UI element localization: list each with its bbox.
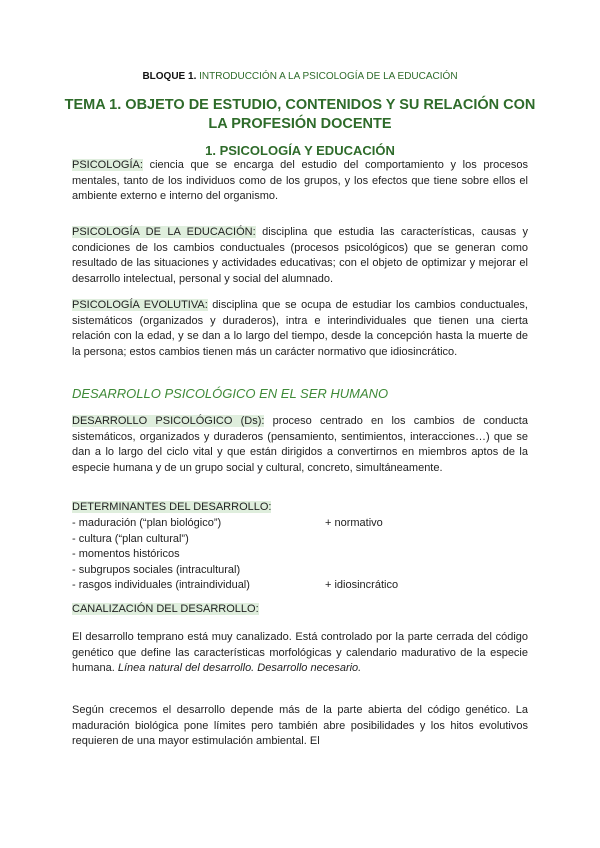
canalizacion-p2-text: Según crecemos el desarrollo depende más de la parte abierta del código genético. La maduración biológica pone límites pero también abre posibilidades y los hitos evolutivos requieren de una mayor estimulación ambiental. El bbox=[72, 704, 528, 747]
term-psicologia-educacion: PSICOLOGÍA DE LA EDUCACIÓN: bbox=[72, 226, 256, 238]
bloque-number: BLOQUE 1. bbox=[142, 71, 197, 82]
list-item bbox=[72, 532, 532, 548]
def-psicologia-evolutiva bbox=[72, 298, 528, 360]
def-desarrollo-psicologico-text: proceso centrado en los cambios de conducta sistemáticos, organizados y duraderos (pensamiento, sentimientos, interacciones…) que se dan a lo largo del ciclo vital y que están dirigidos a convertirnos en miembros aptos de la especie humana y de un grupo social y cultural, concreto, simultáneamente. bbox=[72, 415, 528, 474]
canalizacion-title: CANALIZACIÓN DEL DESARROLLO: bbox=[72, 603, 259, 615]
list-item-label: - cultura (“plan cultural”) bbox=[72, 532, 189, 545]
determinantes-title-wrap bbox=[72, 500, 271, 516]
bloque-title: INTRODUCCIÓN A LA PSICOLOGÍA DE LA EDUCACIÓN bbox=[196, 71, 458, 82]
term-psicologia-evolutiva: PSICOLOGÍA EVOLUTIVA: bbox=[72, 299, 208, 311]
canalizacion-p1-text: El desarrollo temprano está muy canalizado. Está controlado por la parte cerrada del código genético que define las características morfológicas y calendario madurativo de la especie humana. bbox=[72, 631, 528, 674]
tema-title: TEMA 1. OBJETO DE ESTUDIO, CONTENIDOS Y SU RELACIÓN CON LA PROFESIÓN DOCENTE bbox=[64, 97, 536, 132]
canalizacion-p1-italic: Línea natural del desarrollo. Desarrollo necesario. bbox=[117, 662, 362, 674]
subheading-desarrollo: DESARROLLO PSICOLÓGICO EN EL SER HUMANO bbox=[72, 386, 389, 401]
section-title: 1. PSICOLOGÍA Y EDUCACIÓN bbox=[205, 143, 395, 158]
def-psicologia-educacion-text: disciplina que estudia las características, causas y condiciones de los cambios conductuales (procesos psicológicos) que se generan como resultado de las situaciones y actividades educativas; con el objeto de optimizar y mejorar el desarrollo intelectual, personal y social del alumnado. bbox=[72, 226, 528, 285]
list-item bbox=[72, 563, 532, 579]
list-item-note: + normativo bbox=[325, 517, 383, 529]
list-item-label: - rasgos individuales (intraindividual) bbox=[72, 579, 250, 592]
term-desarrollo-psicologico: DESARROLLO PSICOLÓGICO (Ds): bbox=[72, 415, 265, 427]
list-item-label: - momentos históricos bbox=[72, 548, 180, 561]
determinantes-title: DETERMINANTES DEL DESARROLLO: bbox=[72, 501, 272, 513]
determinantes-list bbox=[72, 516, 532, 594]
canalizacion-paragraph-2 bbox=[72, 703, 528, 750]
list-item-label: - maduración (“plan biológico”) bbox=[72, 517, 222, 529]
list-item bbox=[72, 578, 532, 594]
list-item bbox=[72, 516, 532, 532]
def-desarrollo-psicologico bbox=[72, 414, 528, 476]
list-item-label: - subgrupos sociales (intracultural) bbox=[72, 563, 241, 576]
def-psicologia-educacion bbox=[72, 225, 528, 287]
term-psicologia: PSICOLOGÍA: bbox=[72, 159, 143, 171]
canalizacion-title-wrap bbox=[72, 602, 259, 618]
list-item-note: + idiosincrático bbox=[325, 579, 399, 592]
def-psicologia-text: ciencia que se encarga del estudio del comportamiento y los procesos mentales, tanto de los individuos como de los grupos, y los efectos que tiene sobre ellos el ambiente externo e interno del organismo. bbox=[72, 159, 528, 202]
list-item bbox=[72, 547, 532, 563]
bloque-header bbox=[0, 71, 600, 82]
def-psicologia-evolutiva-text: disciplina que se ocupa de estudiar los cambios conductuales, sistemáticos (organizados y duraderos), intra e interindividuales que tienen una cierta relación con la edad, y se dan a lo largo del tiempo, desde la concepción hasta la muerte de la persona; estos cambios tienen más un carácter normativo que idiosincrático. bbox=[72, 299, 528, 358]
def-psicologia bbox=[72, 158, 528, 205]
canalizacion-paragraph-1 bbox=[72, 630, 528, 677]
